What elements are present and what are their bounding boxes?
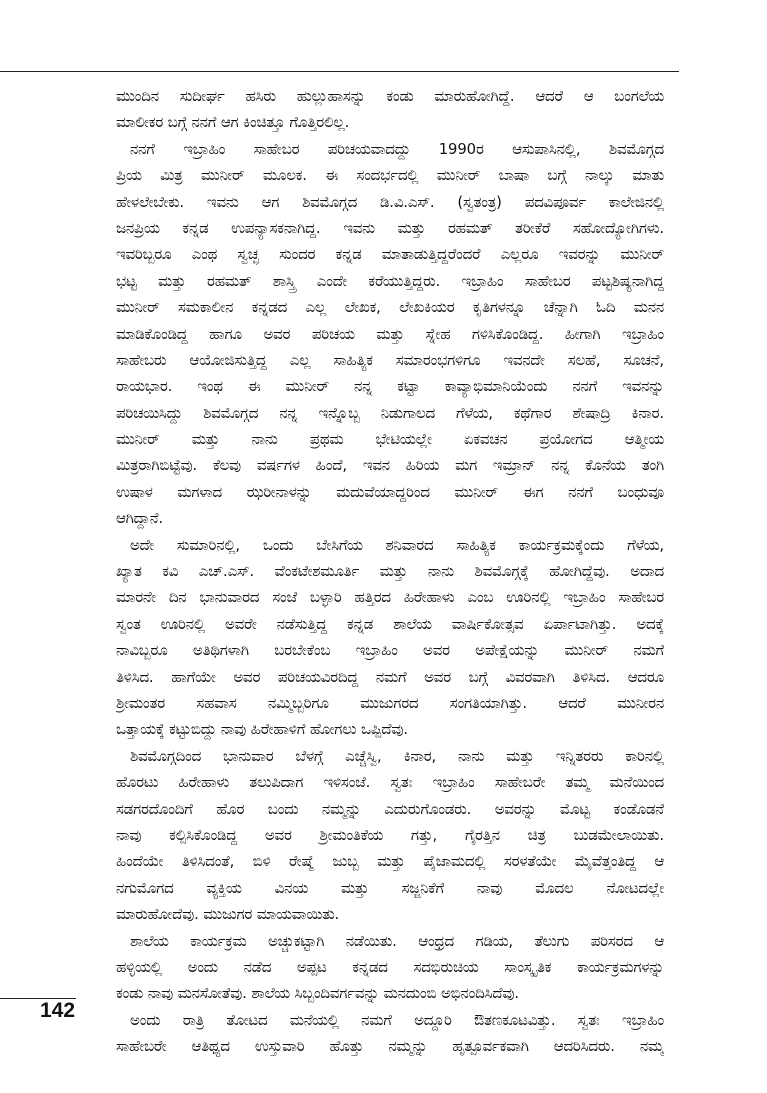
text-line: ರಾಯಭಾರ. ಇಂಥ ಈ ಮುನೀರ್ ನನ್ನ ಕಟ್ಟಾ ಕಾವ್ಯಾಭಿಮಾನಿಯೆಂದು ನನಗೆ ಇವನನ್ನು bbox=[116, 378, 664, 396]
text-line: ಮಾರನೇ ದಿನ ಭಾನುವಾರದ ಸಂಜೆ ಬಳ್ಳಾರಿ ಹತ್ತಿರದ ಹಿರೇಹಾಳು ಎಂಬ ಊರಿನಲ್ಲಿ ಇಬ್ರಾಹಿಂ ಸಾಹೇಬರ bbox=[116, 589, 664, 607]
text-line: ಮುಂದಿನ ಸುದೀರ್ಘ ಹಸಿರು ಹುಲ್ಲುಹಾಸನ್ನು ಕಂಡು ಮಾರುಹೋಗಿದ್ದೆ. ಆದರೆ ಆ ಬಂಗಲೆಯ bbox=[116, 88, 664, 105]
text-line: ಖ್ಯಾತ ಕವಿ ಎಚ್.ಎಸ್. ವೆಂಕಟೇಶಮೂರ್ತಿ ಮತ್ತು ನಾನು ಶಿವಮೊಗ್ಗಕ್ಕೆ ಹೋಗಿದ್ದೆವು. ಅದಾದ bbox=[116, 563, 664, 581]
text-line: ಶಾಲೆಯ ಕಾರ್ಯಕ್ರಮ ಅಚ್ಚುಕಟ್ಟಾಗಿ ನಡೆಯಿತು. ಆಂಧ್ರದ ಗಡಿಯ, ತೆಲುಗು ಪರಿಸರದ ಆ bbox=[130, 932, 664, 950]
text-line: ಸಾಹೇಬರು ಆಯೋಜಿಸುತ್ತಿದ್ದ ಎಲ್ಲ ಸಾಹಿತ್ಯಿಕ ಸಮಾರಂಭಗಳಿಗೂ ಇವನದೇ ಸಲಹೆ, ಸೂಚನೆ, bbox=[116, 351, 664, 369]
body-text bbox=[116, 84, 664, 1060]
text-line: ಮುನೀರ್ ಸಮಕಾಲೀನ ಕನ್ನಡದ ಎಲ್ಲ ಲೇಖಕ, ಲೇಖಕಿಯರ ಕೃತಿಗಳನ್ನೂ ಚೆನ್ನಾಗಿ ಓದಿ ಮನನ bbox=[116, 299, 664, 317]
header-rule bbox=[0, 71, 679, 72]
text-line: ಪ್ರಿಯ ಮಿತ್ರ ಮುನೀರ್ ಮೂಲಕ. ಈ ಸಂದರ್ಭದಲ್ಲಿ ಮುನೀರ್ ಬಾಷಾ ಬಗ್ಗೆ ನಾಲ್ಕು ಮಾತು bbox=[116, 167, 664, 185]
text-line: ಅಂದು ರಾತ್ರಿ ತೋಟದ ಮನೆಯಲ್ಲಿ ನಮಗೆ ಅದ್ದೂರಿ ಔತಣಕೂಟವಿತ್ತು. ಸ್ವತಃ ಇಬ್ರಾಹಿಂ bbox=[130, 1011, 664, 1029]
text-line: ಹಳ್ಳಿಯಲ್ಲಿ ಅಂದು ನಡೆದ ಅಪ್ಪಟ ಕನ್ನಡದ ಸದಭಿರುಚಿಯ ಸಾಂಸ್ಕೃತಿಕ ಕಾರ್ಯಕ್ರಮಗಳನ್ನು bbox=[116, 958, 664, 976]
page-number: 142 bbox=[40, 999, 76, 1022]
text-line: ಒತ್ತಾಯಕ್ಕೆ ಕಟ್ಟುಬಿದ್ದು ನಾವು ಹಿರೇಹಾಳಿಗೆ ಹೋಗಲು ಒಪ್ಪಿದೆವು. bbox=[116, 721, 408, 739]
text-line: ಜನಪ್ರಿಯ ಕನ್ನಡ ಉಪನ್ಯಾಸಕನಾಗಿದ್ದ. ಇವನು ಮತ್ತು ರಹಮತ್ ತರೀಕೆರೆ ಸಹೋದ್ಯೋಗಿಗಳು. bbox=[116, 219, 664, 237]
text-line: ಶಿವಮೊಗ್ಗದಿಂದ ಭಾನುವಾರ ಬೆಳಗ್ಗೆ ಎಚ್ಚೆಸ್ವಿ, ಕಿನಾರ, ನಾನು ಮತ್ತು ಇನ್ನಿತರರು ಕಾರಿನಲ್ಲಿ bbox=[130, 747, 664, 765]
text-line: ಹೊರಟು ಹಿರೇಹಾಳು ತಲುಪಿದಾಗ ಇಳಿಸಂಜೆ. ಸ್ವತಃ ಇಬ್ರಾಹಿಂ ಸಾಹೇಬರೇ ತಮ್ಮ ಮನೆಯಿಂದ bbox=[116, 774, 664, 792]
text-line: ನಗುಮೊಗದ ವ್ಯಕ್ತಿಯ ವಿನಯ ಮತ್ತು ಸಜ್ಜನಿಕೆಗೆ ನಾವು ಮೊದಲ ನೋಟದಲ್ಲೇ bbox=[116, 879, 664, 897]
text-line: ಮಿತ್ರರಾಗಿಬಿಟ್ಟೆವು. ಕೆಲವು ವರ್ಷಗಳ ಹಿಂದೆ, ಇವನ ಹಿರಿಯ ಮಗ ಇಮ್ರಾನ್ ನನ್ನ ಕೊನೆಯ ತಂಗಿ bbox=[116, 457, 664, 475]
text-line: ಉಷಾಳ ಮಗಳಾದ ಝರೀನಾಳನ್ನು ಮದುವೆಯಾದ್ದರಿಂದ ಮುನೀರ್ ಈಗ ನನಗೆ ಬಂಧುವೂ bbox=[116, 483, 664, 501]
text-line: ಭಟ್ಟ ಮತ್ತು ರಹಮತ್ ಶಾಸ್ತ್ರಿ ಎಂದೇ ಕರೆಯುತ್ತಿದ್ದರು. ಇಬ್ರಾಹಿಂ ಸಾಹೇಬರ ಪಟ್ಟಶಿಷ್ಯನಾಗಿದ್ದ bbox=[116, 272, 664, 290]
text-line: ಹೇಳಲೇಬೇಕು. ಇವನು ಆಗ ಶಿವಮೊಗ್ಗದ ಡಿ.ವಿ.ಎಸ್. (ಸ್ವತಂತ್ರ) ಪದವಿಪೂರ್ವ ಕಾಲೇಜಿನಲ್ಲಿ bbox=[116, 193, 664, 211]
text-line: ಮಾಡಿಕೊಂಡಿದ್ದ ಹಾಗೂ ಅವರ ಪರಿಚಯ ಮತ್ತು ಸ್ನೇಹ ಗಳಿಸಿಕೊಂಡಿದ್ದ. ಹೀಗಾಗಿ ಇಬ್ರಾಹಿಂ bbox=[116, 325, 664, 343]
text-line: ಆಗಿದ್ದಾನೆ. bbox=[116, 510, 164, 528]
text-line: ನಾವಿಬ್ಬರೂ ಅತಿಥಿಗಳಾಗಿ ಬರಬೇಕೆಂಬ ಇಬ್ರಾಹಿಂ ಅವರ ಅಪೇಕ್ಷೆಯನ್ನು ಮುನೀರ್ ನಮಗೆ bbox=[116, 642, 664, 660]
text-line: ಮುನೀರ್ ಮತ್ತು ನಾನು ಪ್ರಥಮ ಭೇಟಿಯಲ್ಲೇ ಏಕವಚನ ಪ್ರಯೋಗದ ಆತ್ಮೀಯ bbox=[116, 431, 664, 449]
text-line: ಇವರಿಬ್ಬರೂ ಎಂಥ ಸ್ವಚ್ಛ ಸುಂದರ ಕನ್ನಡ ಮಾತಾಡುತ್ತಿದ್ದರೆಂದರೆ ಎಲ್ಲರೂ ಇವರನ್ನು ಮುನೀರ್ bbox=[116, 246, 664, 264]
text-line: ಪರಿಚಯಿಸಿದ್ದು ಶಿವಮೊಗ್ಗದ ನನ್ನ ಇನ್ನೊಬ್ಬ ನಿಡುಗಾಲದ ಗೆಳೆಯ, ಕಥೆಗಾರ ಶೇಷಾದ್ರಿ ಕಿನಾರ. bbox=[116, 404, 664, 422]
text-line: ನನಗೆ ಇಬ್ರಾಹಿಂ ಸಾಹೇಬರ ಪರಿಚಯವಾದದ್ದು 1990ರ ಆಸುಪಾಸಿನಲ್ಲಿ, ಶಿವಮೊಗ್ಗದ bbox=[130, 140, 664, 158]
text-line: ಕಂಡು ನಾವು ಮನಸೋತೆವು. ಶಾಲೆಯ ಸಿಬ್ಬಂದಿವರ್ಗವನ್ನು ಮನದುಂಬಿ ಅಭಿನಂದಿಸಿದೆವು. bbox=[116, 985, 519, 1003]
text-line: ಶ್ರೀಮಂತರ ಸಹವಾಸ ನಮ್ಮಿಬ್ಬರಿಗೂ ಮುಜುಗರದ ಸಂಗತಿಯಾಗಿತ್ತು. ಆದರೆ ಮುನೀರನ bbox=[116, 694, 664, 712]
text-line: ಸ್ವಂತ ಊರಿನಲ್ಲಿ ಅವರೇ ನಡೆಸುತ್ತಿದ್ದ ಕನ್ನಡ ಶಾಲೆಯ ವಾರ್ಷಿಕೋತ್ಸವ ಏರ್ಪಾಟಾಗಿತ್ತು. ಅದಕ್ಕೆ bbox=[116, 615, 664, 633]
text-line: ಅದೇ ಸುಮಾರಿನಲ್ಲಿ, ಒಂದು ಬೇಸಿಗೆಯ ಶನಿವಾರದ ಸಾಹಿತ್ಯಿಕ ಕಾರ್ಯಕ್ರಮಕ್ಕೆಂದು ಗೆಳೆಯ, bbox=[130, 536, 664, 554]
text-line: ಸಡಗರದೊಂದಿಗೆ ಹೊರ ಬಂದು ನಮ್ಮನ್ನು ಎದುರುಗೊಂಡರು. ಅವರನ್ನು ಮೊಟ್ಟ ಕಂಡೊಡನೆ bbox=[116, 800, 664, 818]
text-line: ಹಿಂದೆಯೇ ತಿಳಿಸಿದಂತೆ, ಬಿಳಿ ರೇಷ್ಮೆ ಜುಬ್ಬ ಮತ್ತು ಪೈಜಾಮದಲ್ಲಿ ಸರಳತೆಯೇ ಮೈವೆತ್ತಂತಿದ್ದ ಆ bbox=[116, 853, 664, 871]
text-line: ನಾವು ಕಲ್ಪಿಸಿಕೊಂಡಿದ್ದ ಅವರ ಶ್ರೀಮಂತಿಕೆಯ ಗತ್ತು, ಗೈರತ್ತಿನ ಚಿತ್ರ ಬುಡಮೇಲಾಯಿತು. bbox=[116, 826, 664, 844]
text-line: ತಿಳಿಸಿದ. ಹಾಗೆಯೇ ಅವರ ಪರಿಚಯವಿರದಿದ್ದ ನಮಗೆ ಅವರ ಬಗ್ಗೆ ವಿವರವಾಗಿ ತಿಳಿಸಿದ. ಆದರೂ bbox=[116, 668, 664, 686]
text-line: ಸಾಹೇಬರೇ ಆತಿಥ್ಯದ ಉಸ್ತುವಾರಿ ಹೊತ್ತು ನಮ್ಮನ್ನು ಹೃತ್ಪೂರ್ವಕವಾಗಿ ಆದರಿಸಿದರು. ನಮ್ಮ bbox=[116, 1038, 664, 1056]
text-line: ಮಾರುಹೋದೆವು. ಮುಜುಗರ ಮಾಯವಾಯಿತು. bbox=[116, 906, 340, 924]
text-line: ಮಾಲೀಕರ ಬಗ್ಗೆ ನನಗೆ ಆಗ ಕಿಂಚಿತ್ತೂ ಗೊತ್ತಿರಲಿಲ್ಲ. bbox=[116, 114, 350, 132]
